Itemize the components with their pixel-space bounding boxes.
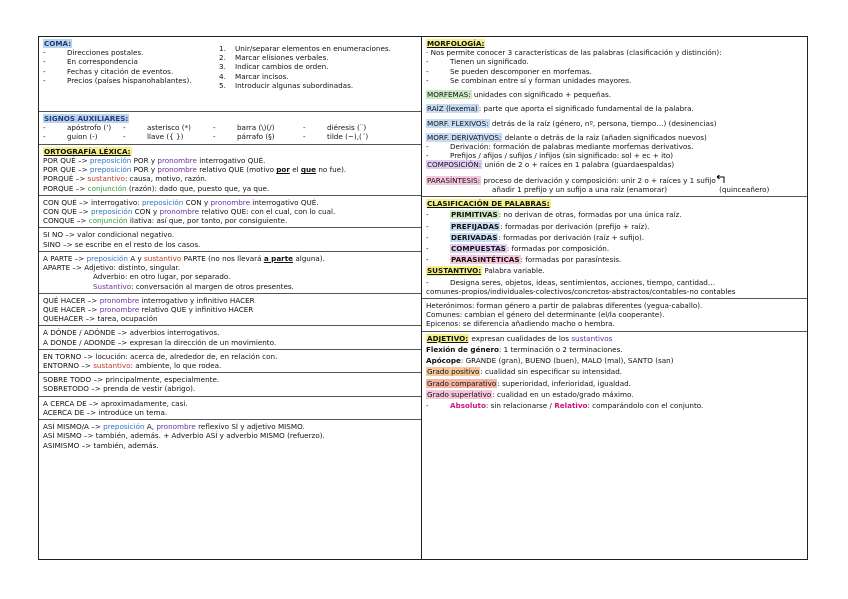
- clasificacion-item: DERIVADAS: formadas por derivación (raíz + sufijo).: [451, 232, 645, 242]
- parasintesis-line-2: añadir 1 prefijo y un sufijo a una raíz (enamorar) (quinceañero): [492, 184, 770, 194]
- flexion-line: Flexión de género: 1 terminación o 2 terminaciones.: [426, 344, 623, 354]
- morfologia-title: MORFOLOGÍA:: [427, 39, 485, 48]
- acerca-section: [39, 397, 421, 420]
- heteronimos-line: Heterónimos: forman género a partir de palabras diferentes (yegua-caballo).: [426, 301, 703, 311]
- signos-title: SIGNOS AUXILIARES:: [44, 114, 129, 123]
- clasificacion-title: CLASIFICACIÓN DE PALABRAS:: [427, 199, 550, 209]
- adjetivo-section: ADJETIVO: expresan cualidades de los sustantivos Flexión de género: 1 terminación o 2 terminaciones. Apócope: GRANDE (gran), BUENO (buen), MALO (mal), SANTO (san) Grado positivo: cualidad sin especificar su intensidad. Grado comparativo: superioridad, inferioridad, igualdad. Grado superlativo: cualidad en un estado/grado máximo. - Absoluto: sin relacionarse / Relativo: comparándolo con el conjunto.: [422, 332, 807, 413]
- coma-title: COMA:: [44, 39, 72, 48]
- adonde-line-1: A DÓNDE / ADÓNDE –> adverbios interrogativos.: [43, 328, 220, 338]
- aparte-line-1: A PARTE –> preposición A y sustantivo PARTE (no nos llevará a parte alguna).: [43, 253, 325, 263]
- signo-item: párrafo (§): [237, 132, 275, 142]
- sustantivo-line: SUSTANTIVO: Palabra variable.: [427, 266, 545, 276]
- acerca-line-2: ACERCA DE –> introduce un tema.: [43, 407, 168, 417]
- conque-line-1: CON QUÉ –> interrogativo: preposición CON y pronombre interrogativo QUÉ.: [43, 197, 319, 207]
- signo-item: asterisco (*): [147, 123, 191, 133]
- entorno-line-1: EN TORNO –> locución: acerca de, alrededor de, en relación con.: [43, 351, 278, 361]
- porque-line-1: POR QUÉ –> preposición POR y pronombre interrogativo QUÉ.: [43, 155, 266, 165]
- coma-use: Marcar elisiones verbales.: [235, 53, 329, 63]
- sino-line-2: SINO –> se escribe en el resto de los casos.: [43, 239, 201, 249]
- signo-item: guion (-): [67, 132, 98, 142]
- coma-uses-list: 1. Unir/separar elementos en enumeraciones. 2. Marcar elisiones verbales. 3. Indicar cambios de orden. 4. Marcar incisos. 5. Introducir algunas subordinadas.: [219, 44, 391, 90]
- coma-item: Direcciones postales.: [67, 48, 144, 58]
- apocope-line: Apócope: GRANDE (gran), BUENO (buen), MALO (mal), SANTO (san): [426, 356, 674, 366]
- clasificacion-item: PARASINTÉTICAS: formadas por parasíntesis.: [451, 255, 622, 265]
- sobretodo-line-2: SOBRETODO –> prenda de vestir (abrigo).: [43, 384, 196, 394]
- signos-grid: - apóstrofo (’) - asterisco (*) - barra (\)(/) - diéresis (¨) - guion (-) - llave ({ }) - párrafo (§) - tilde (~),(´): [43, 123, 369, 142]
- signo-item: barra (\)(/): [237, 123, 275, 133]
- adonde-line-2: A DONDE / ADONDE –> expresan la dirección de un movimiento.: [43, 337, 277, 347]
- asimismo-line-2: ASÍ MISMO –> también, además. + Adverbio ASÍ y adverbio MISMO (refuerzo).: [43, 431, 325, 441]
- acerca-line-1: A CERCA DE –> aproximadamente, casi.: [43, 398, 188, 408]
- morfologia-item: Tienen un significado.: [450, 57, 529, 67]
- morfologia-item: Se pueden descomponer en morfemas.: [450, 66, 592, 76]
- signos-section: [39, 112, 421, 145]
- genero-section: [422, 299, 807, 332]
- parasintesis-example: (quinceañero): [719, 184, 770, 194]
- morfemas-line: MORFEMAS: unidades con significado + pequeñas.: [427, 90, 612, 100]
- sino-line-1: SI NO –> valor condicional negativo.: [43, 230, 175, 240]
- asimismo-section: [39, 420, 421, 452]
- sino-section: [39, 228, 421, 251]
- adjetivo-line: ADJETIVO: expresan cualidades de los sustantivos: [427, 333, 613, 343]
- coma-use: Unir/separar elementos en enumeraciones.: [235, 44, 391, 53]
- asimismo-line-3: ASIMISMO –> también, además.: [43, 440, 159, 450]
- sobretodo-section: [39, 373, 421, 396]
- asimismo-line-1: ASÍ MISMO/A –> preposición A, pronombre reflexivo SÍ y adjetivo MISMO.: [43, 422, 305, 432]
- raiz-line: RAÍZ (lexema): parte que aporta el significado fundamental de la palabra.: [427, 104, 694, 114]
- derivativos-item: Prefijos / afijos / sufijos / infijos (sin significado: sol + ec + ito): [450, 151, 674, 161]
- epicenos-line: Epicenos: se diferencia añadiendo macho o hembra.: [426, 319, 615, 329]
- coma-use: Marcar incisos.: [235, 71, 289, 81]
- conque-line-2: CON QUE –> preposición CON y pronombre relativo QUE: con el cual, con lo cual.: [43, 206, 336, 216]
- comparativo-line: Grado comparativo: superioridad, inferioridad, igualdad.: [427, 378, 631, 388]
- quehacer-line-2: QUE HACER –> pronombre relativo QUE y infinitivo HACER: [43, 304, 254, 314]
- derivativos-line: MORF. DERIVATIVOS: delante o detrás de la raíz (añaden significados nuevos): [427, 132, 707, 142]
- morfologia-item: Se combinan entre sí y forman unidades mayores.: [450, 75, 632, 85]
- flexivos-line: MORF. FLEXIVOS: detrás de la raíz (género, nº, persona, tiempo…) (desinencias): [427, 118, 717, 128]
- signo-item: llave ({ }): [147, 132, 184, 142]
- ortografia-title: ORTOGRAFÍA LÉXICA:: [44, 146, 131, 156]
- clasificacion-item: PRIMITIVAS: no derivan de otras, formadas por una única raíz.: [451, 210, 682, 220]
- superlativo-line: Grado superlativo: cualidad en un estado/grado máximo.: [427, 389, 634, 399]
- coma-item: Precios (países hispanohablantes).: [67, 75, 192, 85]
- return-arrow-icon: [716, 175, 726, 184]
- porque-line-2: POR QUE –> preposición POR y pronombre relativo QUE (motivo por el que no fue).: [43, 165, 347, 175]
- quehacer-line-1: QUÉ HACER –> pronombre interrogativo y infinitivo HACER: [43, 295, 255, 305]
- conque-section: [39, 196, 421, 229]
- coma-use: Indicar cambios de orden.: [235, 62, 329, 72]
- right-column: [422, 36, 808, 560]
- clasificacion-section: CLASIFICACIÓN DE PALABRAS: - PRIMITIVAS: no derivan de otras, formadas por una única raíz. - PREFIJADAS: formadas por derivación (prefijo + raíz). - DERIVADAS: formadas por derivación (raíz + sufijo). - COMPUESTAS: formadas por composición. - PARASINTÉTICAS: formadas por parasíntesis. SUSTANTIVO: Palabra variable. - Designa seres, objetos, ideas, sentimientos, acciones, tiempo, cantidad… comunes-propios/individuales-colectivos/concretos-abstractos/contables-no contables: [422, 197, 807, 299]
- adonde-section: [39, 326, 421, 349]
- quehacer-section: [39, 294, 421, 327]
- entorno-line-2: ENTORNO –> sustantivo: ambiente, lo que rodea.: [43, 361, 222, 371]
- clasificacion-item: COMPUESTAS: formadas por composición.: [451, 243, 610, 253]
- coma-use: Introducir algunas subordinadas.: [235, 80, 354, 90]
- study-sheet: [38, 36, 808, 560]
- aparte-section: [39, 252, 421, 294]
- coma-section: [39, 37, 421, 112]
- entorno-section: [39, 350, 421, 373]
- conque-line-3: CONQUE –> conjunción ilativa: así que, por tanto, por consiguiente.: [43, 216, 288, 226]
- quehacer-line-3: QUEHACER –> tarea, ocupación: [43, 314, 158, 324]
- positivo-line: Grado positivo: cualidad sin especificar su intensidad.: [427, 367, 623, 377]
- signo-item: apóstrofo (’): [67, 123, 112, 133]
- coma-item: Fechas y citación de eventos.: [67, 66, 174, 76]
- coma-item: En correspondencia: [67, 57, 138, 67]
- porque-line-3: PORQUÉ –> sustantivo: causa, motivo, razón.: [43, 174, 208, 184]
- parasintesis-line: PARASÍNTESIS: proceso de derivación y composición: unir 2 o + raíces y 1 sufijo: [426, 175, 803, 185]
- left-column: [38, 36, 422, 560]
- aparte-line-3: Adverbio: en otro lugar, por separado.: [93, 272, 231, 282]
- clasificacion-item: PREFIJADAS: formadas por derivación (prefijo + raíz).: [451, 221, 650, 231]
- morfologia-intro: · Nos permite conocer 3 características de las palabras (clasificación y distinción):: [426, 48, 722, 58]
- comunes-line: Comunes: cambian el género del determinante (el/la cooperante).: [426, 310, 665, 320]
- porque-section: [39, 145, 421, 196]
- composicion-line: COMPOSICIÓN: unión de 2 o + raíces en 1 palabra (guardaespaldas): [427, 160, 675, 170]
- aparte-line-4: Sustantivo: conversación al margen de otros presentes.: [93, 281, 294, 291]
- aparte-line-2: APARTE –> Adjetivo: distinto, singular.: [43, 263, 181, 273]
- sobretodo-line-1: SOBRE TODO –> principalmente, especialmente.: [43, 375, 220, 385]
- morfologia-section: MORFOLOGÍA: · Nos permite conocer 3 características de las palabras (clasificación y distinción): - Tienen un significado. - Se pueden descomponer en morfemas. - Se combinan entre sí y forman unidades mayores. MORFEMAS: unidades con significado + pequeñas. RAÍZ (lexema): parte que aporta el significado fundamental de la palabra. MORF. FLEXIVOS: detrás de la raíz (género, nº, persona, tiempo…) (desinencias) MORF. DERIVATIVOS: delante o detrás de la raíz (añaden significados nuevos) - Derivación: formación de palabras mediante morfemas derivativos. - Prefijos / afijos / sufijos / infijos (sin significado: sol + ec + ito) COMPOSICIÓN: unión de 2 o + raíces en 1 palabra (guardaespaldas) PARASÍNTESIS: proceso de derivación y composición: unir 2 o + raíces y 1 sufijo añadir 1 prefijo y un sufijo a una raíz (enamorar) (quinceañero): [422, 37, 807, 197]
- sustantivo-item: Designa seres, objetos, ideas, sentimientos, acciones, tiempo, cantidad…: [450, 277, 716, 287]
- absoluto-relativo-line: Absoluto: sin relacionarse / Relativo: comparándolo con el conjunto.: [450, 401, 704, 410]
- signo-item: tilde (~),(´): [327, 132, 369, 142]
- porque-line-4: PORQUE –> conjunción (razón): dado que, puesto que, ya que.: [43, 183, 270, 193]
- coma-left: COMA: - Direcciones postales. - En correspondencia - Fechas y citación de eventos. - Precios (países hispanohablantes).: [43, 39, 192, 85]
- sustantivo-types: comunes-propios/individuales-colectivos/concretos-abstractos/contables-no contables: [426, 286, 736, 296]
- signo-item: diéresis (¨): [327, 123, 367, 133]
- derivativos-item: Derivación: formación de palabras mediante morfemas derivativos.: [450, 141, 694, 151]
